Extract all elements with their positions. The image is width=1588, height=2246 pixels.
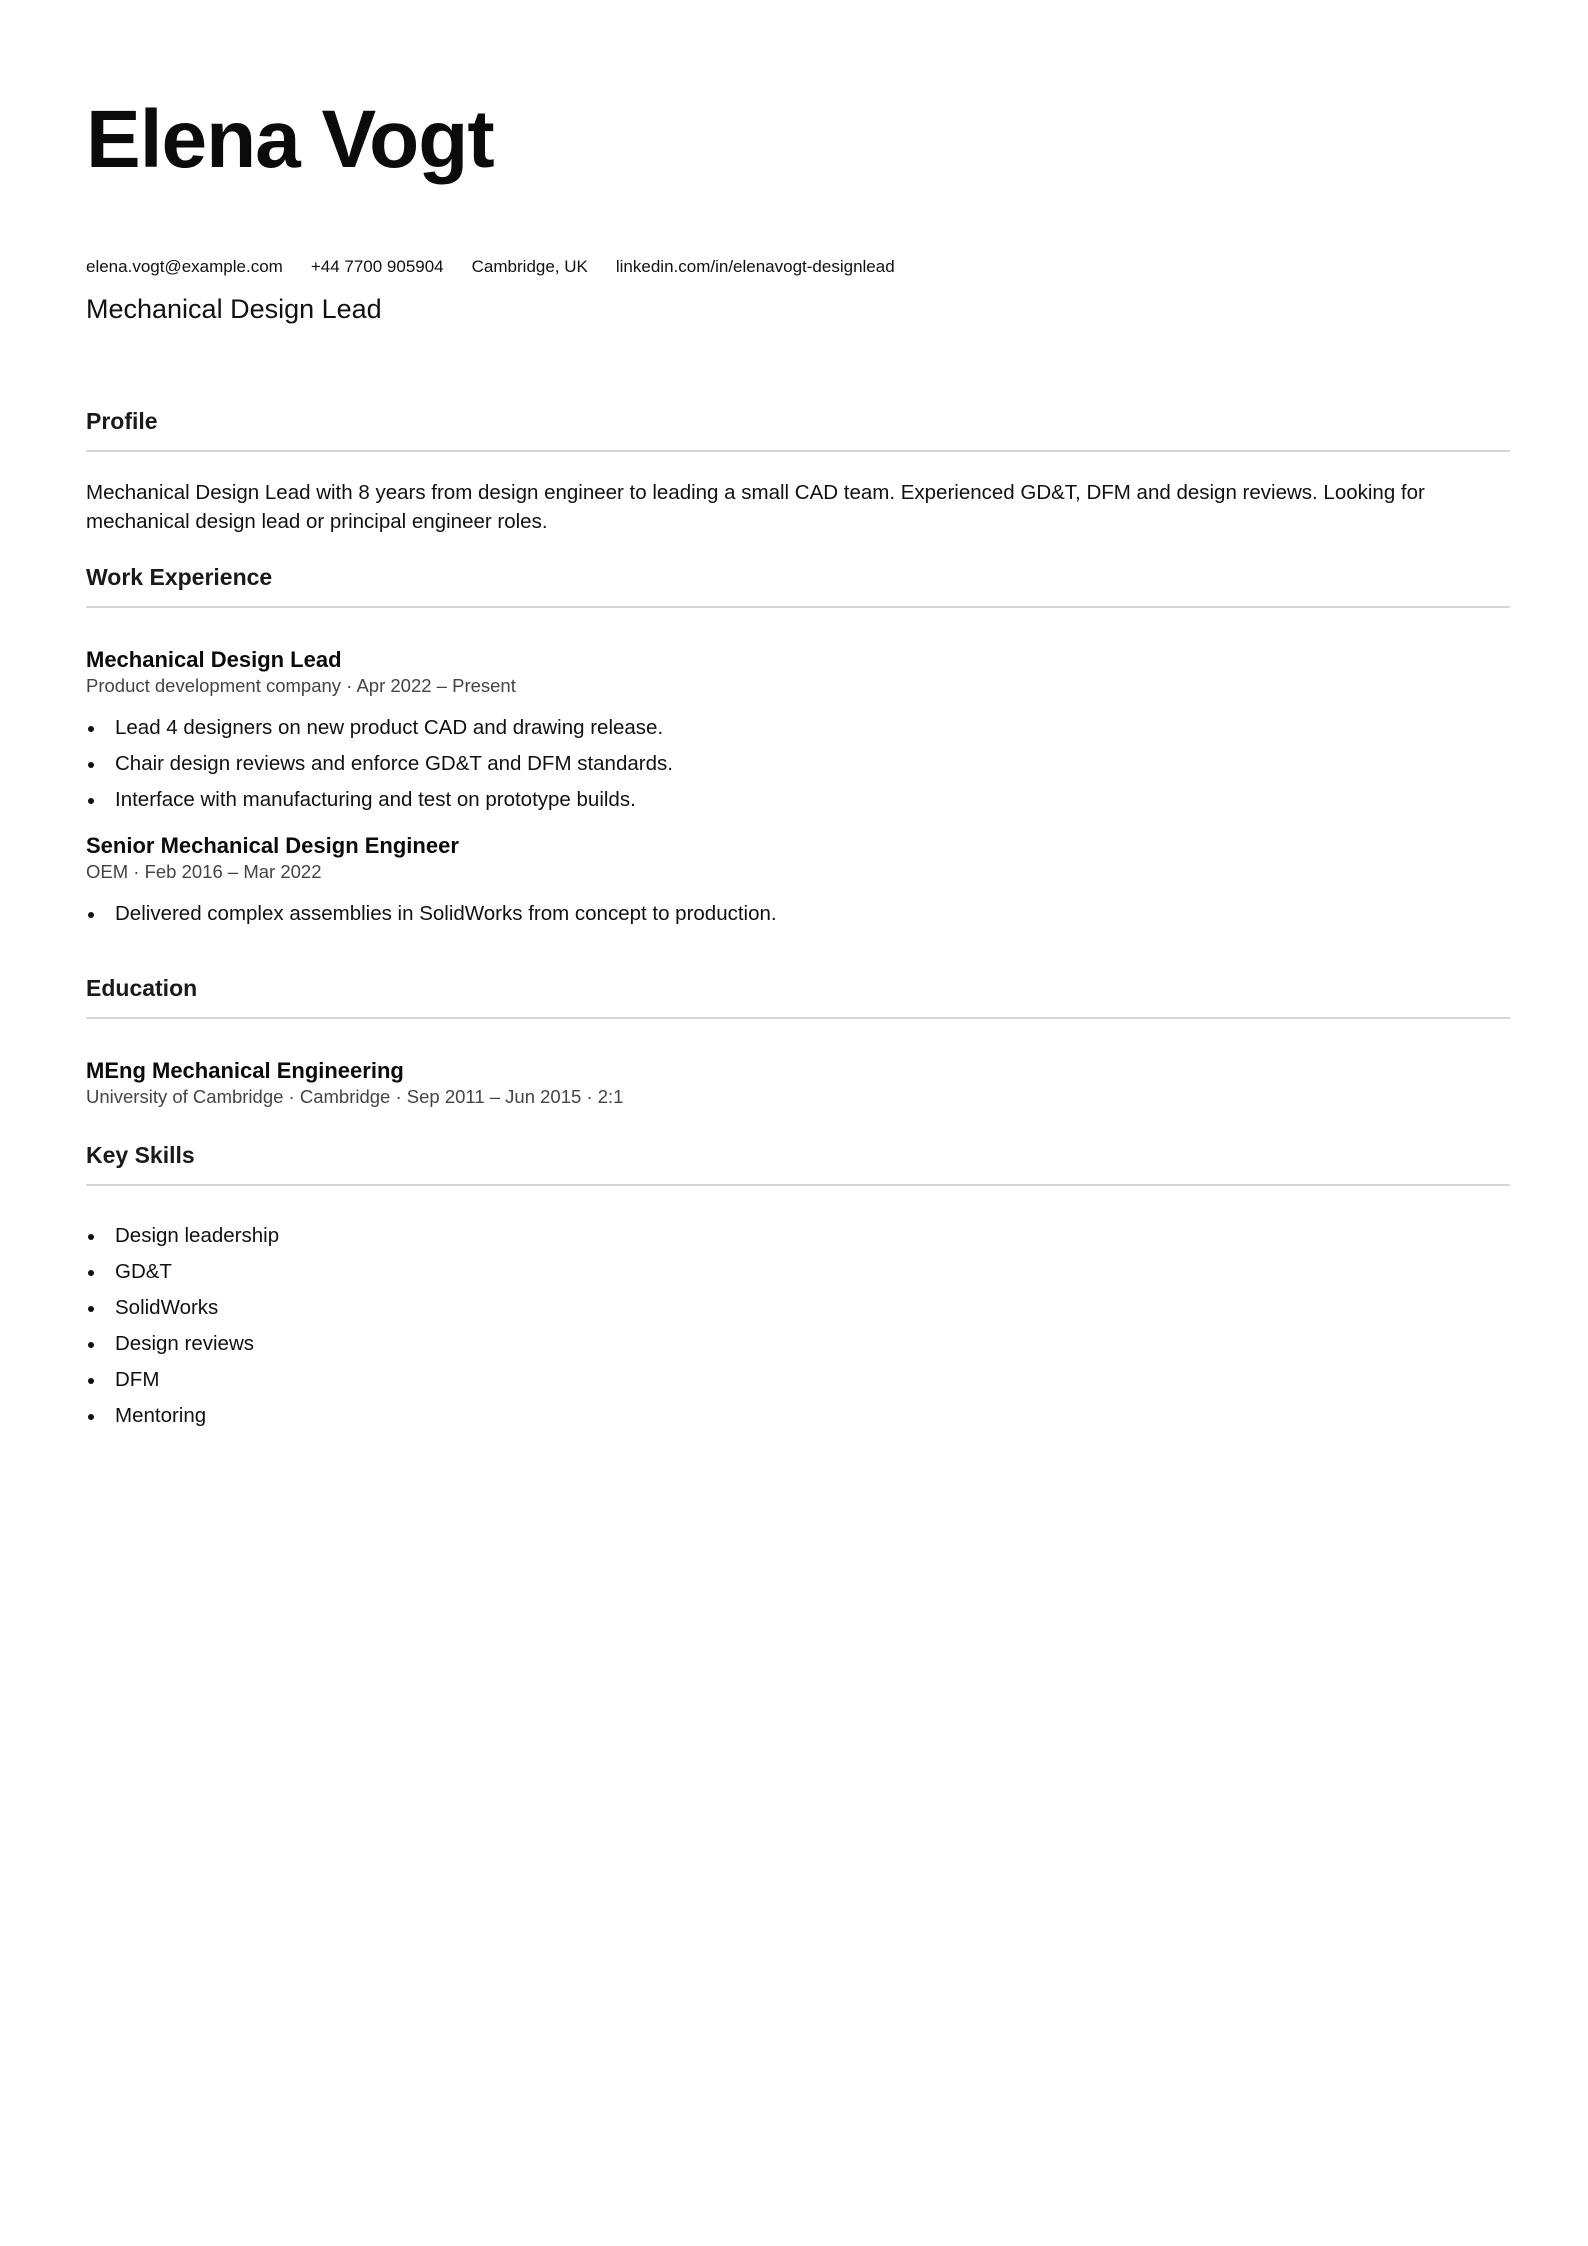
contact-phone[interactable]: +44 7700 905904: [310, 257, 444, 276]
bullet-icon: [88, 762, 94, 768]
contact-email[interactable]: elena.vogt@example.com: [86, 257, 283, 276]
contact-line: [86, 255, 895, 279]
section-heading-profile: Profile: [86, 408, 158, 434]
section-heading-skills: Key Skills: [86, 1142, 195, 1168]
contact-location: Cambridge, UK: [471, 257, 588, 276]
bullet-text: Interface with manufacturing and test on prototype builds.: [115, 788, 636, 811]
bullet-text: Chair design reviews and enforce GD&T and DFM standards.: [115, 752, 673, 775]
job-bullets: [86, 896, 1510, 932]
bullet-icon: [88, 798, 94, 804]
skill-text: Design leadership: [115, 1224, 280, 1247]
job-title: Senior Mechanical Design Engineer: [86, 833, 459, 858]
section-divider: [86, 450, 1510, 452]
section-divider: [86, 1184, 1510, 1186]
job-meta: Product development company · Apr 2022 – Present: [86, 675, 516, 696]
candidate-title: Mechanical Design Lead: [86, 294, 382, 324]
bullet-icon: [88, 1414, 94, 1420]
job-title: Mechanical Design Lead: [86, 647, 342, 672]
list-item: [86, 1362, 1510, 1398]
skills-list: [86, 1218, 1510, 1434]
skills-section: [86, 1140, 1510, 1434]
skill-text: SolidWorks: [115, 1296, 219, 1319]
degree-meta: University of Cambridge · Cambridge · Sep 2011 – Jun 2015 · 2:1: [86, 1086, 624, 1107]
list-item: [86, 1326, 1510, 1362]
education-section: [86, 973, 1510, 1109]
list-item: [86, 1290, 1510, 1326]
skill-text: Design reviews: [115, 1332, 254, 1355]
bullet-text: Delivered complex assemblies in SolidWorks from concept to production.: [115, 902, 777, 925]
list-item: [86, 1218, 1510, 1254]
bullet-icon: [88, 912, 94, 918]
bullet-icon: [88, 1306, 94, 1312]
bullet-icon: [88, 1342, 94, 1348]
degree-title: MEng Mechanical Engineering: [86, 1058, 404, 1083]
list-item: [86, 782, 1510, 818]
skill-text: DFM: [115, 1368, 160, 1391]
section-heading-experience: Work Experience: [86, 564, 273, 590]
skill-text: GD&T: [115, 1260, 172, 1283]
bullet-icon: [88, 1378, 94, 1384]
section-divider: [86, 1017, 1510, 1019]
bullet-icon: [88, 726, 94, 732]
education-entry: [86, 1057, 1510, 1109]
experience-section: [86, 562, 1510, 932]
bullet-icon: [88, 1270, 94, 1276]
job-entry: [86, 646, 1510, 818]
list-item: [86, 1398, 1510, 1434]
candidate-name: Elena Vogt: [86, 94, 494, 185]
contact-linkedin[interactable]: linkedin.com/in/elenavogt-designlead: [615, 257, 895, 276]
section-divider: [86, 606, 1510, 608]
list-item: [86, 896, 1510, 932]
job-meta: OEM · Feb 2016 – Mar 2022: [86, 861, 322, 882]
job-entry: [86, 832, 1510, 932]
profile-section: [86, 406, 1510, 536]
bullet-icon: [88, 1234, 94, 1240]
skill-text: Mentoring: [115, 1404, 207, 1427]
job-bullets: [86, 710, 1510, 818]
profile-summary: Mechanical Design Lead with 8 years from design engineer to leading a small CAD team. Experienced GD&T, DFM and design reviews. Looking for mechanical design lead or principal engineer roles.: [86, 481, 1425, 533]
section-heading-education: Education: [86, 975, 198, 1001]
list-item: [86, 746, 1510, 782]
list-item: [86, 710, 1510, 746]
bullet-text: Lead 4 designers on new product CAD and drawing release.: [115, 716, 664, 739]
list-item: [86, 1254, 1510, 1290]
